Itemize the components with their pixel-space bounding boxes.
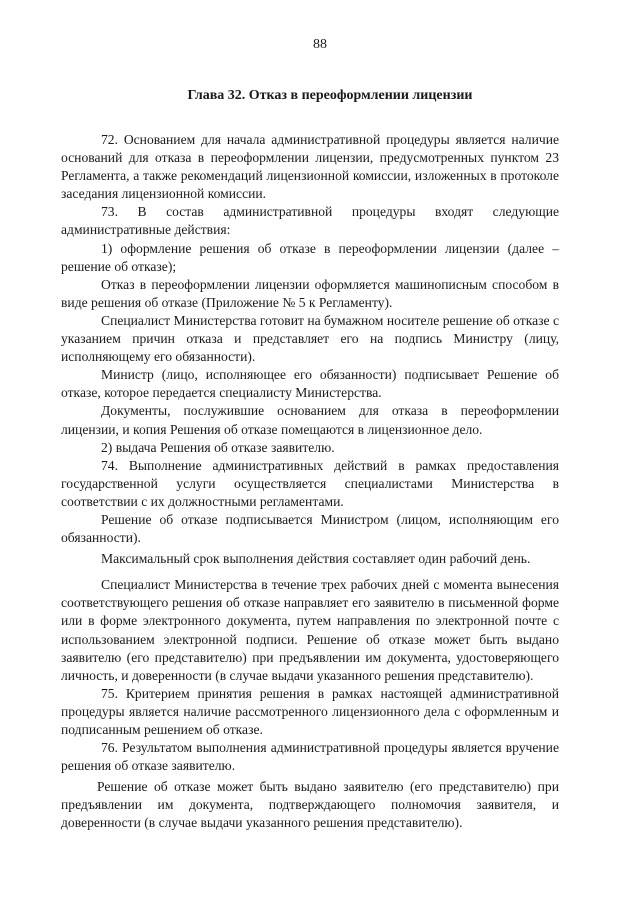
- paragraph: Министр (лицо, исполняющее его обязанности) подписывает Решение об отказе, которое передается специалисту Министерства.: [61, 367, 559, 401]
- paragraph-76: 76. Результатом выполнения административной процедуры является вручение решения об отказе заявителю.: [61, 740, 559, 774]
- paragraph: Отказ в переоформлении лицензии оформляется машинописным способом в виде решения об отказе (Приложение № 5 к Регламенту).: [61, 276, 559, 310]
- list-item-2: 2) выдача Решения об отказе заявителю.: [101, 439, 335, 455]
- paragraph: Максимальный срок выполнения действия составляет один рабочий день.: [101, 551, 531, 567]
- paragraph: Документы, послужившие основанием для отказа в переоформлении лицензии, и копия Решения об отказе помещаются в лицензионное дело.: [61, 403, 559, 437]
- paragraph: Решение об отказе может быть выдано заявителю (его представителю) при предъявлении им документа, подтверждающего полномочия заявителя, и доверенности (в случае выдачи указанного решения представителю).: [61, 779, 559, 831]
- paragraph: Решение об отказе подписывается Министром (лицом, исполняющим его обязанности).: [61, 511, 559, 546]
- paragraph: Специалист Министерства в течение трех рабочих дней с момента вынесения соответствующего решения об отказе направляет его заявителю в письменной форме или в форме электронного документа, путем направления по электронной почте с использованием электронной подписи. Решение об отказе может быть выдано заявителю (его представителю) при предъявлении им документа, удостоверяющего личность, и доверенности (в случае выдачи указанного решения представителю).: [61, 577, 559, 683]
- paragraph-72: 72. Основанием для начала административной процедуры является наличие оснований для отказа в переоформлении лицензии, предусмотренных пунктом 23 Регламента, а также рекомендаций лицензионной комиссии, изложенных в протоколе заседания лицензионной комиссии.: [61, 132, 559, 202]
- chapter-title: Глава 32. Отказ в переоформлении лицензии: [187, 88, 473, 103]
- document-body: [61, 131, 559, 833]
- paragraph-73: 73. В состав административной процедуры входят следующие административные действия:: [61, 204, 559, 238]
- page-number: 88: [313, 37, 327, 52]
- paragraph: Специалист Министерства готовит на бумажном носителе решение об отказе с указанием причин отказа и представляет его на подпись Министру (лицу, исполняющему его обязанности).: [61, 312, 559, 365]
- paragraph-75: 75. Критерием принятия решения в рамках настоящей административной процедуры является наличие рассмотренного лицензионного дела с оформленным и подписанным решением об отказе.: [61, 685, 559, 737]
- paragraph-74: 74. Выполнение административных действий в рамках предоставления государственной услуги осуществляется специалистами Министерства в соответствии с их должностными регламентами.: [61, 457, 559, 509]
- list-item-1: 1) оформление решения об отказе в переоформлении лицензии (далее – решение об отказе);: [61, 240, 559, 274]
